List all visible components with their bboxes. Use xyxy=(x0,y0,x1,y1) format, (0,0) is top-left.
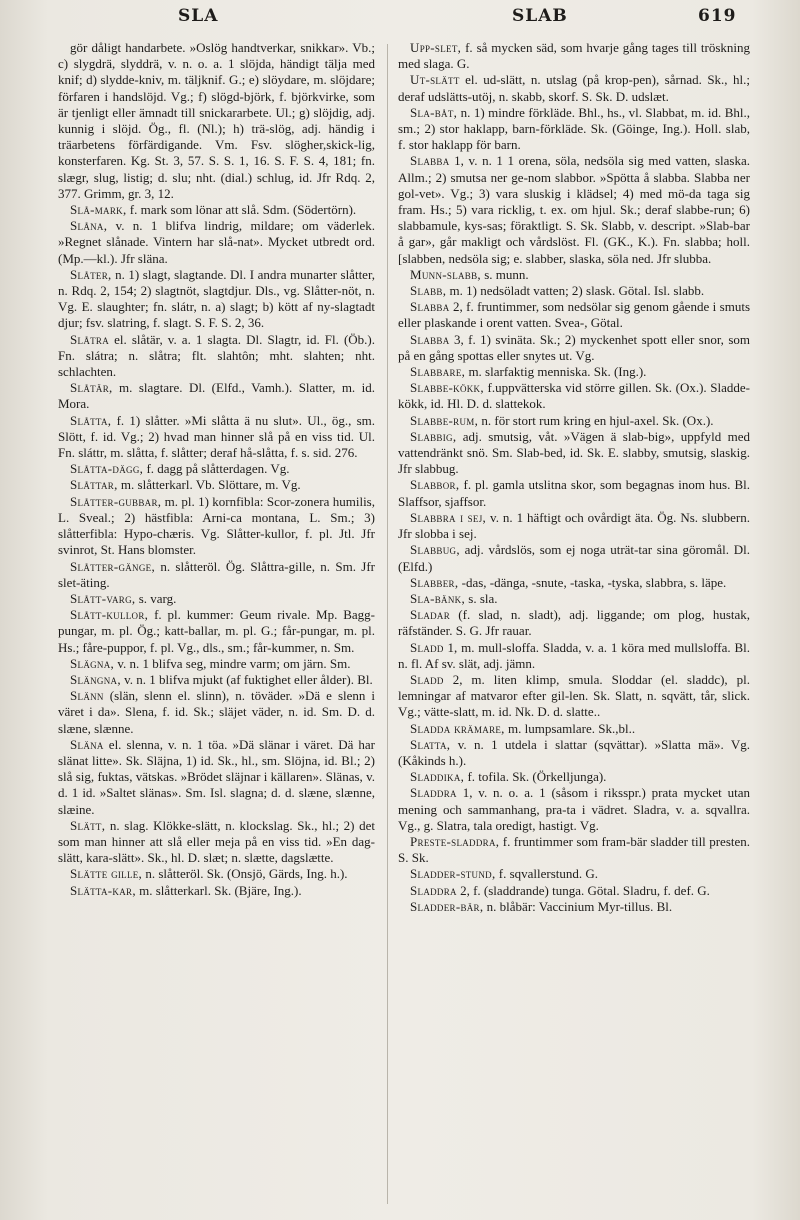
entry-headword: Slätta-kar, xyxy=(70,882,136,898)
entry-definition: n. slag. Klökke-slätt, n. klockslag. Sk., hl.; 2) det som man hinner att slå eller meja på en viss tid. »En dag-slätt, kara-slätt». Sk., hl. D. slæt; n. slætte, dagslætte. xyxy=(58,817,375,866)
dictionary-entry xyxy=(398,105,750,154)
dictionary-entry xyxy=(398,153,750,266)
dictionary-entry xyxy=(398,299,750,331)
dictionary-entry xyxy=(58,40,375,202)
entry-definition: f. dagg på slåtterdagen. Vg. xyxy=(146,461,290,477)
entry-definition: m. slagtare. Dl. (Elfd., Vamh.). Slatter, m. id. Mora. xyxy=(58,380,375,412)
entry-definition: -das, -dänga, -snute, -taska, -tyska, slabbra, s. läpe. xyxy=(461,574,727,590)
dictionary-entry xyxy=(398,769,750,785)
entry-definition: m. pl. 1) kornfibla: Scor-zonera humilis, L. Sveal.; 2) hästfibla: Arni-ca montana, L. Sm.; 3) slåtterfibla: Hypo-chæris. Vg. Slåtter-kullor, f. pl. Jtl. Jfr svinrot, St. Hans blomster. xyxy=(58,493,375,558)
entry-headword: Ut-slätt xyxy=(410,72,460,88)
entry-headword: Slåtra xyxy=(70,331,110,347)
entry-headword: Sla-bänk, xyxy=(410,590,466,606)
entry-definition: n. slåtteröl. Sk. (Onsjö, Gärds, Ing. h.). xyxy=(145,866,348,882)
dictionary-entry xyxy=(58,607,375,656)
entry-headword: Slå-mark, xyxy=(70,202,127,218)
dictionary-entry xyxy=(398,721,750,737)
dictionary-entry xyxy=(398,380,750,412)
entry-definition: m. 1) nedsöladt vatten; 2) slask. Götal. Isl. slabb. xyxy=(449,283,705,299)
running-head-left: SLA xyxy=(178,6,219,26)
entry-definition: adj. smutsig, våt. »Vägen ä slab-big», uppfyld med vattendränkt snö. Sm. Slab-bed, id. Sk. E. slabby, smutsig, slaskig. Jfr slabbug. xyxy=(398,428,750,477)
entry-headword: Slabb, xyxy=(410,283,447,299)
dictionary-entry xyxy=(398,40,750,72)
dictionary-entry xyxy=(398,591,750,607)
entry-headword: Sladdra xyxy=(410,882,457,898)
dictionary-entry xyxy=(398,737,750,769)
entry-headword: Slåtter-gubbar, xyxy=(70,493,162,509)
dictionary-entry xyxy=(58,494,375,559)
dictionary-entry xyxy=(398,607,750,639)
entry-headword: Slabbare, xyxy=(410,364,466,380)
entry-definition: m. slåtterkarl. Sk. (Bjäre, Ing.). xyxy=(139,882,302,898)
dictionary-entry xyxy=(398,834,750,866)
entry-headword: Sladar xyxy=(410,607,451,623)
entry-definition: (f. slad, n. sladt), adj. liggande; om plog, hustak, räfständer. S. G. Jfr rauar. xyxy=(398,607,750,639)
entry-headword: Sla-båt, xyxy=(410,104,458,120)
dictionary-entry xyxy=(398,899,750,915)
entry-definition: f. 1) slåtter. »Mi slåtta ä nu slut». Ul., ög., sm. Slött, f. id. Vg.; 2) hvad man hinner slå på en viss tid. Ul. Fn. sláttr, m. slåtta, f. slåtter; deraf hå-slåtta, f. s. sid. 276. xyxy=(58,412,375,461)
dictionary-entry xyxy=(398,575,750,591)
entry-headword: Slabber, xyxy=(410,574,459,590)
dictionary-entry xyxy=(398,883,750,899)
entry-definition: v. n. 1 blifva seg, mindre varm; om järn. Sm. xyxy=(117,655,351,671)
dictionary-entry xyxy=(398,866,750,882)
dictionary-entry xyxy=(398,332,750,364)
entry-definition: f. sqvallerstund. G. xyxy=(498,866,599,882)
entry-definition: n. 1) slagt, slagtande. Dl. I andra munarter slåtter, n. Rdq. 2, 154; 2) slagtnöt, slagtdjur. Dls., vg. Slåtter-nöt, n. Vg. E. slaughter; fn. slátr, n. a) slagt; b) kött af ny-slagtadt djur; fsv. slatring, f. slagt. S. F. S. 2, 36. xyxy=(58,266,375,331)
entry-headword: Slåtter-gänge, xyxy=(70,558,155,574)
dictionary-entry xyxy=(58,591,375,607)
dictionary-entry xyxy=(58,818,375,867)
entry-headword: Slabbig, xyxy=(410,428,457,444)
entry-headword: Slängna, xyxy=(70,671,121,687)
dictionary-entry xyxy=(58,688,375,737)
entry-headword: Slåttar, xyxy=(70,477,118,493)
entry-headword: Slätte gille, xyxy=(70,866,143,882)
entry-headword: Slabba xyxy=(410,153,450,169)
entry-definition: f. pl. gamla utslitna skor, som begagnas inom hus. Bl. Slaffsor, sjaffsor. xyxy=(398,477,750,509)
entry-definition: s. varg. xyxy=(138,590,177,606)
dictionary-entry xyxy=(398,640,750,672)
entry-definition: 1, m. mull-sloffa. Sladda, v. a. 1 köra med mullsloffa. Bl. n. fl. Af sv. slät, adj. jämn. xyxy=(398,639,750,671)
running-head-right: SLAB xyxy=(512,6,568,26)
dictionary-entry xyxy=(58,737,375,818)
entry-headword: Munn-slabb, xyxy=(410,266,481,282)
entry-headword: Slabba xyxy=(410,331,450,347)
entry-definition: f. mark som lönar att slå. Sdm. (Södertörn). xyxy=(129,202,357,218)
entry-headword: Slabbe-kökk, xyxy=(410,380,484,396)
dictionary-entry xyxy=(398,510,750,542)
entry-headword: Slätt, xyxy=(70,817,106,833)
dictionary-entry xyxy=(58,380,375,412)
entry-headword: Slabbra i sej, xyxy=(410,509,487,525)
entry-headword: Preste-sladdra, xyxy=(410,833,500,849)
page-number: 619 xyxy=(698,6,737,26)
dictionary-entry xyxy=(58,461,375,477)
entry-definition: 2, f. (sladdrande) tunga. Götal. Sladru, f. def. G. xyxy=(460,882,710,898)
dictionary-entry xyxy=(398,672,750,721)
entry-definition: v. n. 1 häftigt och ovårdigt äta. Ög. Ns. slubbern. Jfr slobba i sej. xyxy=(398,509,750,542)
entry-definition: v. n. 1 blifva mjukt (af fuktighet eller ålder). Bl. xyxy=(124,671,373,687)
dictionary-entry xyxy=(398,785,750,834)
entry-definition: el. slåtär, v. a. 1 slagta. Dl. Slagtr, id. Fl. (Öb.). Fn. slátra; n. slåtra; flt. slahtôn; mht. slahten; nht. schlachten. xyxy=(58,331,375,380)
entry-headword: Sladd xyxy=(410,671,444,687)
entry-headword: Slåter, xyxy=(70,266,112,282)
entry-definition: s. munn. xyxy=(484,266,529,282)
dictionary-entry xyxy=(58,672,375,688)
entry-definition: gör dåligt handarbete. »Oslög handtverkar, snikkar». Vb.; c) slygdrä, slyddrä, v. n. o. a. 1 slöjda, händigt tälja med knif; d) slydde-kniv, m. täljknif. G.; e) slöydare, m. slöjdare; förfaren i handslöjd. Vg.; f) slögd-björk, f. björkvirke, som är tjenligt eller ämnadt till snickararbete. Ul.; g) slöjdig, adj. kunnig i slöjd. Ög., fl. (Nl.); h) trä-slög, adj. händig i träarbetens förfärdigande. Vm. Fsv. slögher,skick-lig, konsterfaren. Kg. St. 3, 57. S. S. 1, 16. S. F. S. 4, 181; fn. slægr, slug, listig; d. slu; nht. (dial.) schlug, id. Jfr Rdq. 2, 377. Grimm, gr. 3, 12. xyxy=(58,40,375,201)
dictionary-entry xyxy=(58,218,375,267)
entry-headword: Upp-slet, xyxy=(410,40,462,55)
entry-headword: Sladdra xyxy=(410,785,457,801)
entry-definition: n. 1) mindre förkläde. Bhl., hs., vl. Slabbat, m. id. Bhl., sm.; 2) stor haklapp, barn-förkläde. Sk. (Göinge, Ing.). Holl. slab, f. stor haklapp för barn. xyxy=(398,104,750,153)
dictionary-entry xyxy=(398,267,750,283)
entry-definition: f. pl. kummer: Geum rivale. Mp. Bagg-pungar, m. pl. Ög.; katt-ballar, m. pl. G.; får-pungar, m. pl. Hs.; fåre-puppor, f. pl. Vg., dls., sm.; får-kummer, n. Sm. xyxy=(58,607,375,655)
entry-headword: Slåtta, xyxy=(70,412,112,428)
entry-headword: Sladder-stund, xyxy=(410,866,496,882)
entry-headword: Sladder-bär, xyxy=(410,898,484,914)
dictionary-entry xyxy=(398,72,750,104)
entry-definition: 2, f. fruntimmer, som nedsölar sig genom gående i smuts eller plaskande i orent vatten. Svea-, Götal. xyxy=(398,299,750,331)
column-divider xyxy=(387,44,388,1204)
entry-definition: 3, f. 1) svinäta. Sk.; 2) myckenhet spott eller snor, som på en gång spottas eller snytes ut. Vg. xyxy=(398,331,750,363)
entry-definition: v. n. 1 blifva lindrig, mildare; om väderlek. »Regnet slånade. Vintern har slå-nat». Mycket utbredt ord. (Mp.—kl.). Jfr släna. xyxy=(58,218,375,266)
entry-headword: Sladda krämare, xyxy=(410,720,505,736)
entry-definition: m. slarfaktig menniska. Sk. (Ing.). xyxy=(468,364,647,380)
dictionary-entry xyxy=(58,883,375,899)
entry-headword: Släna xyxy=(70,736,104,752)
entry-definition: m. lumpsamlare. Sk.,bl.. xyxy=(507,720,636,736)
entry-headword: Slåna, xyxy=(70,218,108,234)
entry-definition: v. n. 1 utdela i slattar (sqvättar). »Slatta mä». Vg. (Kåkinds h.). xyxy=(398,736,750,768)
entry-definition: n. slåtteröl. Ög. Slåttra-gille, n. Sm. Jfr slet-äting. xyxy=(58,558,375,590)
entry-definition: n. blåbär: Vaccinium Myr-tillus. Bl. xyxy=(486,898,673,914)
entry-headword: Slått-kullor, xyxy=(70,607,149,623)
entry-definition: m. slåtterkarl. Vb. Slöttare, m. Vg. xyxy=(120,477,301,493)
entry-definition: f. tofila. Sk. (Örkelljunga). xyxy=(467,769,607,785)
left-column xyxy=(58,40,375,1212)
entry-headword: Slåtär, xyxy=(70,380,113,396)
entry-headword: Slabbe-rum, xyxy=(410,412,479,428)
entry-headword: Sladdika, xyxy=(410,769,465,785)
entry-headword: Slänn xyxy=(70,688,104,704)
entry-definition: f. så mycken säd, som hvarje gång tages till tröskning med slaga. G. xyxy=(398,40,750,72)
dictionary-entry xyxy=(398,283,750,299)
dictionary-entry xyxy=(398,429,750,478)
dictionary-entry xyxy=(58,559,375,591)
entry-definition: el. slenna, v. n. 1 töa. »Dä slänar i väret. Dä har slänat litte». Sk. Släjna, 1) id. Sk., hl., sm. Slöjna, id. Bl.; 2) slå sig, fuktas, vätskas. »Brödet släjnar i källaren». Slänas, v. d. 1 id. »Saltet slänas». Sm. Isl. slagna; d. d. slæne, slænne, slæine. xyxy=(58,736,375,817)
entry-headword: Slabba xyxy=(410,299,450,315)
entry-headword: Sladd xyxy=(410,639,444,655)
right-column xyxy=(398,40,750,1212)
dictionary-entry xyxy=(58,332,375,381)
entry-headword: Slägna, xyxy=(70,655,115,671)
entry-headword: Slatta, xyxy=(410,736,451,752)
dictionary-entry xyxy=(398,413,750,429)
entry-headword: Slått-varg, xyxy=(70,590,136,606)
dictionary-entry xyxy=(58,656,375,672)
entry-definition: (slän, slenn el. slinn), n. töväder. »Dä e slenn i väret i da». Slena, f. id. Sk.; släjet väder, n. id. Sm. D. d. slæne, slænne. xyxy=(58,688,375,736)
entry-definition: f.uppvätterska vid större gillen. Sk. (Ox.). Sladde-kökk, id. Hl. D. d. slattekok. xyxy=(398,380,750,412)
entry-headword: Slabbug, xyxy=(410,542,460,558)
entry-headword: Slåtta-dägg, xyxy=(70,461,144,477)
dictionary-entry xyxy=(58,413,375,462)
entry-definition: el. ud-slätt, n. utslag (på krop-pen), sårnad. Sk., hl.; deraf udslätts-utöj, n. skabb, skorf. S. Sk. D. udslæt. xyxy=(398,72,750,104)
entry-headword: Slabbor, xyxy=(410,477,460,493)
dictionary-entry xyxy=(58,202,375,218)
dictionary-entry xyxy=(58,477,375,493)
dictionary-entry xyxy=(58,267,375,332)
entry-definition: s. sla. xyxy=(468,590,498,606)
entry-definition: n. för stort rum kring en hjul-axel. Sk. (Ox.). xyxy=(481,412,714,428)
dictionary-entry xyxy=(58,866,375,882)
entry-definition: 1, v. n. 1 1 orena, söla, nedsöla sig med vatten, slaska. Allm.; 2) smutsa ner ge-nom slabbor. »Spötta å slabba. Slabba ner gol-vet». Vg.; 3) vara sluskig i klädsel; 4) med mö-da taga sig fram. Hs.; 5) vara ricklig, t. ex. om hjul. Sk.; deraf slabbe-run; 6) slabbamule, kys-sas; föraktligt. S. Sk. Slabb, v. descript. »Slab-bar å gar», går makligt och vårdslöst. Fl. (GK., K.). Fn. slabba; holl.[slabben, nedsöla sig; e. slabber, slaska, söla ned. Jfr slubba. xyxy=(398,153,750,266)
dictionary-entry xyxy=(398,542,750,574)
entry-definition: f. fruntimmer som fram-bär sladder till presten. S. Sk. xyxy=(398,833,750,866)
dictionary-entry xyxy=(398,477,750,509)
dictionary-entry xyxy=(398,364,750,380)
entry-definition: 1, v. n. o. a. 1 (såsom i riksspr.) prata mycket utan mening och sammanhang, pra-ta i vädret. Sladra, v. a. sqvallra. Vg., g. Slatra, tala oredigt, hastigt. Vg. xyxy=(398,785,750,833)
entry-definition: adj. vårdslös, som ej noga uträt-tar sina göromål. Dl. (Elfd.) xyxy=(398,542,750,574)
entry-definition: 2, m. liten klimp, smula. Sloddar (el. sladdc), pl. lemningar af matvaror efter gil-len. Sk. Slatt, n. sqvätt, tår, slick. Vg.; vätte-slatt, m. id. Nk. D. d. slatte.. xyxy=(398,671,750,720)
